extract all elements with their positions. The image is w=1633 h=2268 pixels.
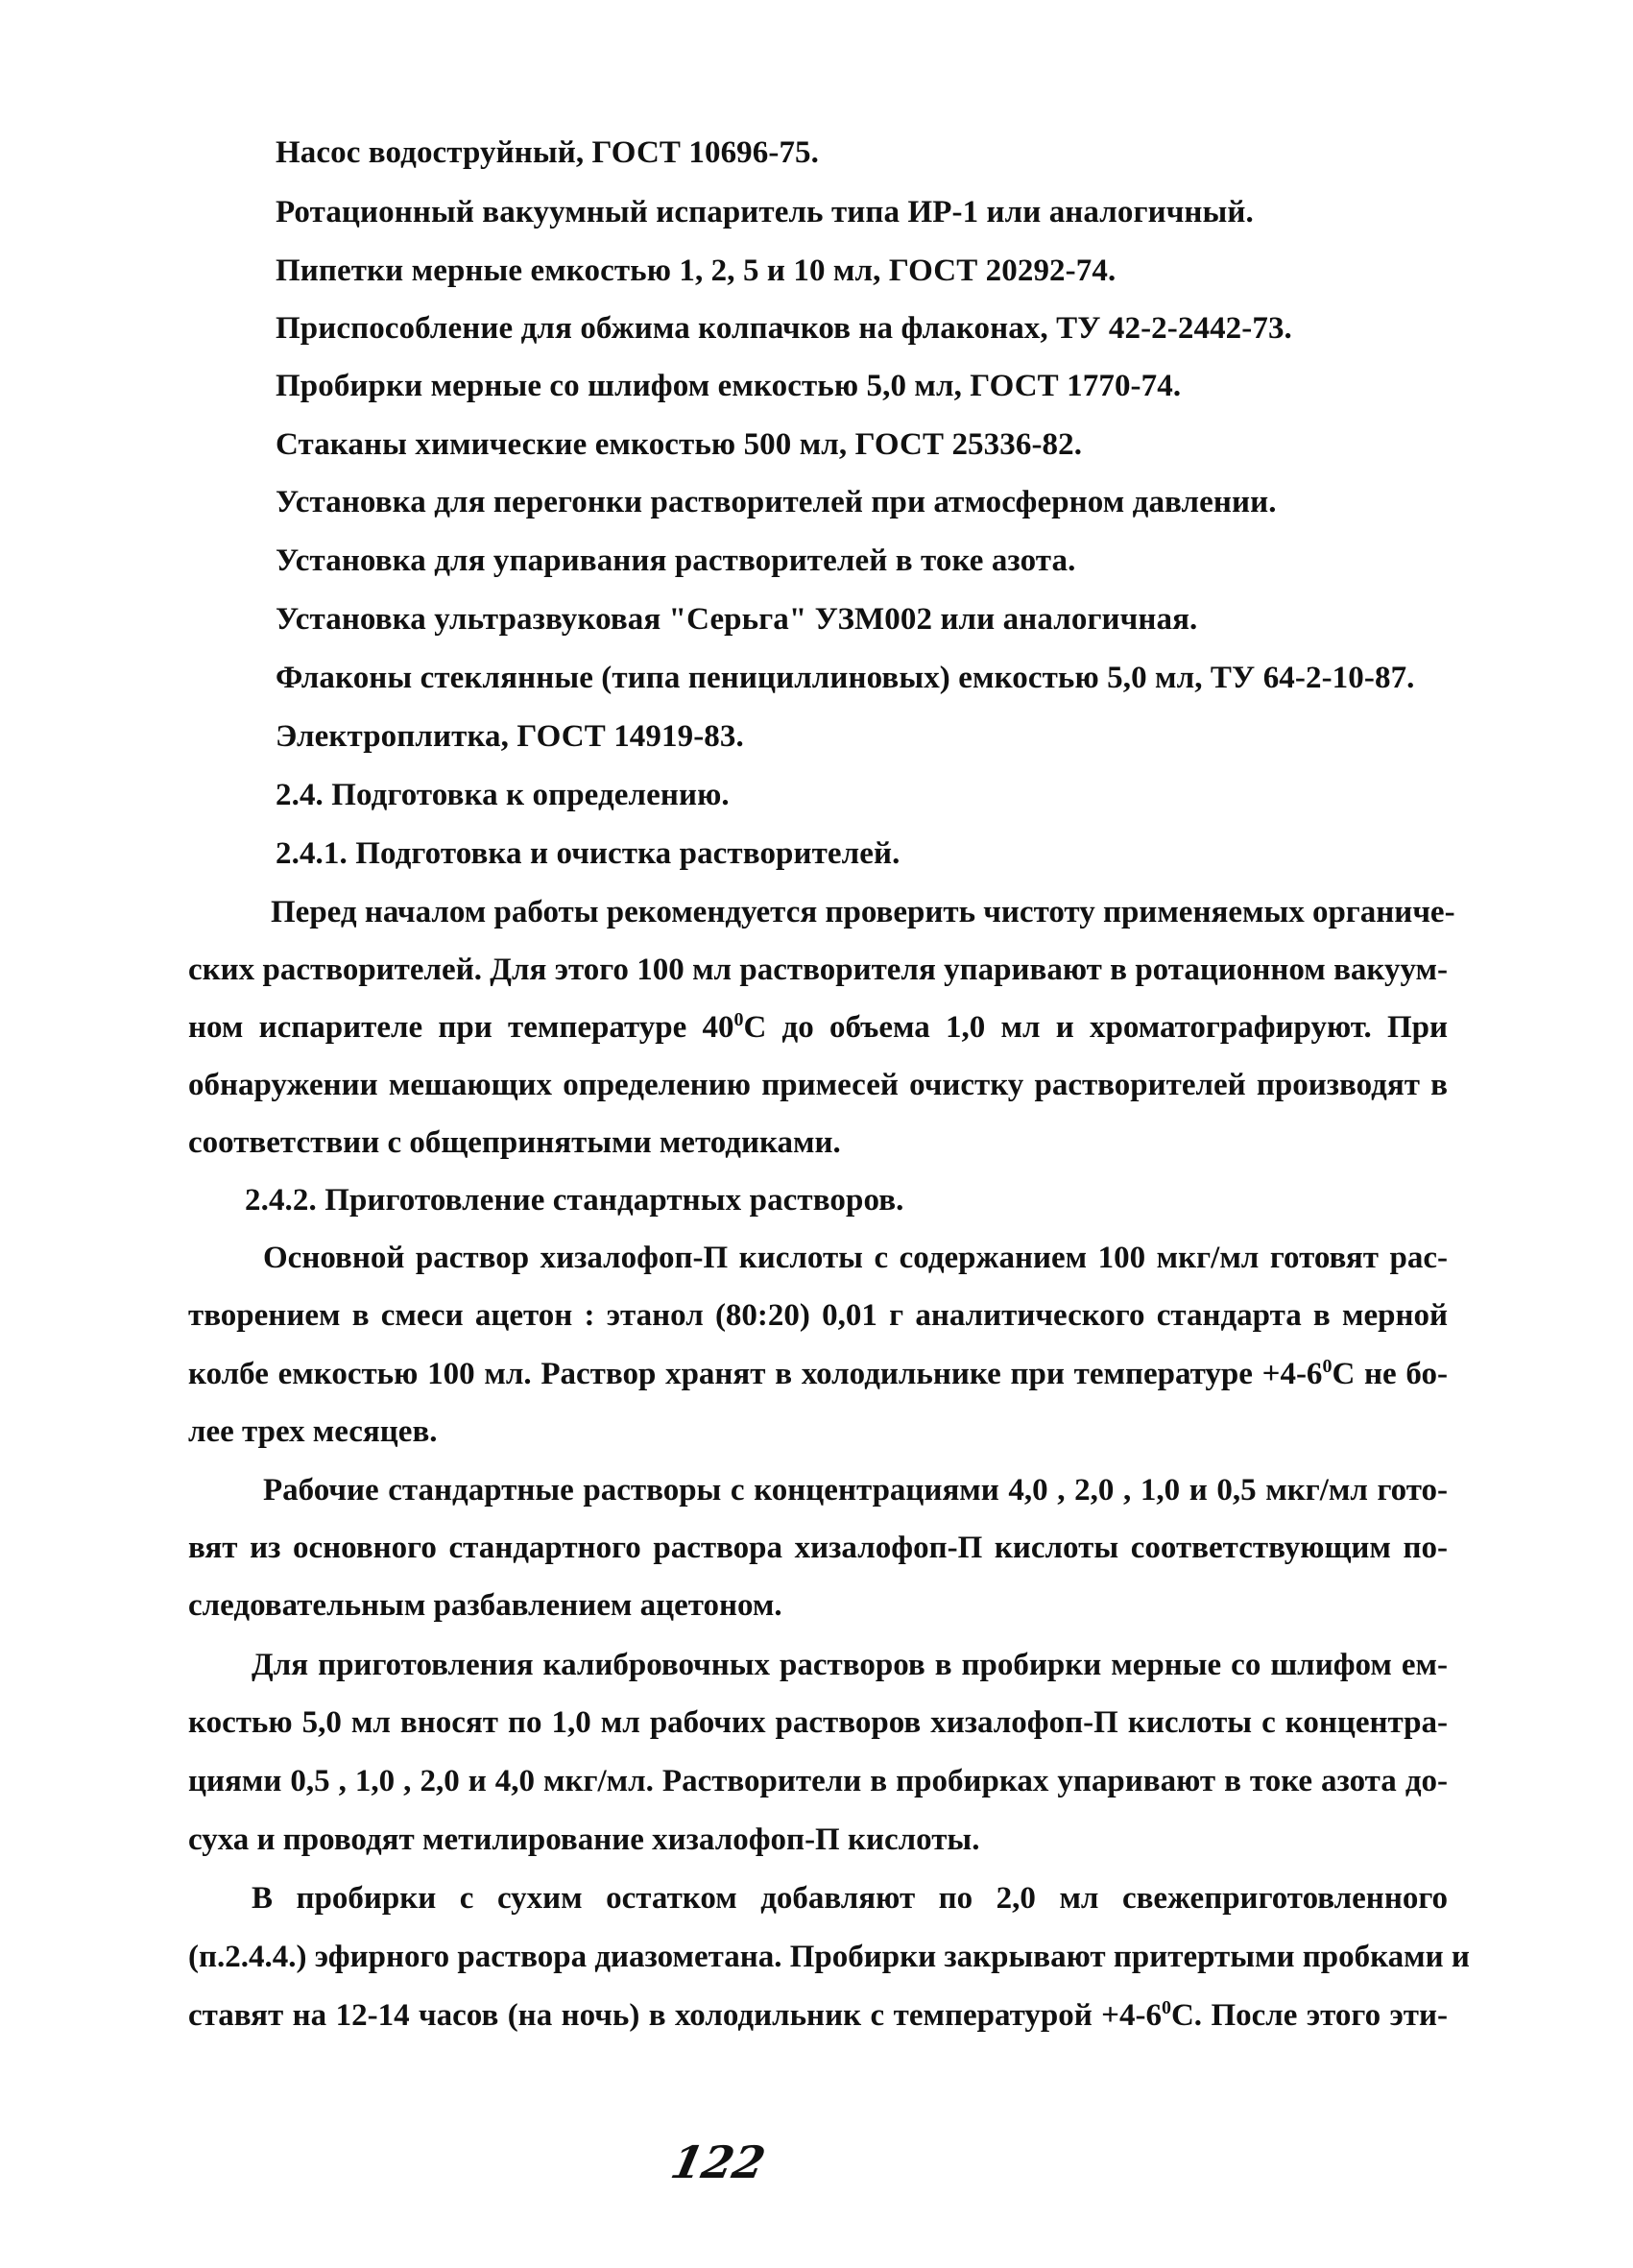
equipment-item-2: Ротационный вакуумный испаритель типа ИР-1 или аналогичный. — [276, 195, 1254, 229]
para5-line3-b: С. После этого эти- — [1170, 1998, 1448, 2033]
para1-line4: обнаружении мешающих определению примесей очистку растворителей производят в — [188, 1068, 1448, 1102]
para1-line3 — [188, 1008, 1448, 1047]
para3-line2: вят из основного стандартного раствора хизалофоп-П кислоты соответствующим по- — [188, 1531, 1448, 1565]
equipment-item-4: Приспособление для обжима колпачков на флаконах, ТУ 42-2-2442-73. — [276, 311, 1292, 346]
para5-line2: (п.2.4.4.) эфирного раствора диазометана. Пробирки закрывают притертыми пробками и — [188, 1940, 1470, 1974]
para5-line3 — [188, 1996, 1448, 2035]
section-heading-2-4-1: 2.4.1. Подготовка и очистка растворителей. — [276, 836, 901, 871]
para2-line1: Основной раствор хизалофоп-П кислоты с содержанием 100 мкг/мл готовят рас- — [263, 1241, 1448, 1275]
para2-line2: творением в смеси ацетон : этанол (80:20) 0,01 г аналитического стандарта в мерной — [188, 1298, 1448, 1333]
degree-superscript: 0 — [733, 1009, 744, 1030]
para4-line1: Для приготовления калибровочных растворов в пробирки мерные со шлифом ем- — [252, 1648, 1448, 1682]
para2-line3 — [188, 1355, 1448, 1393]
para1-line5: соответствии с общепринятыми методиками. — [188, 1125, 841, 1160]
equipment-item-5: Пробирки мерные со шлифом емкостью 5,0 мл, ГОСТ 1770-74. — [276, 369, 1182, 403]
para4-line4: суха и проводят метилирование хизалофоп-П кислоты. — [188, 1822, 980, 1857]
para3-line3: следовательным разбавлением ацетоном. — [188, 1588, 782, 1623]
page-number: 122 — [666, 2136, 770, 2188]
equipment-item-1: Насос водоструйный, ГОСТ 10696-75. — [276, 135, 820, 170]
equipment-item-6: Стаканы химические емкостью 500 мл, ГОСТ 25336-82. — [276, 427, 1083, 462]
para5-line3-a: ставят на 12-14 часов (на ночь) в холодильник с температурой +4-6 — [188, 1998, 1162, 2033]
para2-line3-a: колбе емкостью 100 мл. Раствор хранят в холодильнике при температуре +4-6 — [188, 1357, 1323, 1391]
equipment-item-7: Установка для перегонки растворителей при атмосферном давлении. — [276, 485, 1277, 519]
degree-superscript: 0 — [1161, 1997, 1171, 2018]
equipment-item-11: Электроплитка, ГОСТ 14919-83. — [276, 719, 744, 754]
equipment-item-9: Установка ультразвуковая "Серьга" УЗМ002 или аналогичная. — [276, 602, 1198, 637]
degree-superscript: 0 — [1322, 1356, 1333, 1377]
para4-line2: костью 5,0 мл вносят по 1,0 мл рабочих растворов хизалофоп-П кислоты с концентра- — [188, 1705, 1448, 1740]
para1-line3-b: С до объема 1,0 мл и хроматографируют. При — [743, 1010, 1448, 1045]
equipment-item-3: Пипетки мерные емкостью 1, 2, 5 и 10 мл, ГОСТ 20292-74. — [276, 253, 1117, 288]
para2-line3-b: С не бо- — [1332, 1357, 1448, 1391]
section-heading-2-4-2: 2.4.2. Приготовление стандартных растворов. — [245, 1183, 904, 1218]
equipment-item-8: Установка для упаривания растворителей в токе азота. — [276, 543, 1076, 578]
para4-line3: циями 0,5 , 1,0 , 2,0 и 4,0 мкг/мл. Растворители в пробирках упаривают в токе азота до- — [188, 1764, 1448, 1798]
para1-line2: ских растворителей. Для этого 100 мл растворителя упаривают в ротационном вакуум- — [188, 953, 1448, 987]
section-heading-2-4: 2.4. Подготовка к определению. — [276, 778, 730, 812]
para1-line1: Перед началом работы рекомендуется проверить чистоту применяемых органиче- — [271, 895, 1455, 929]
para2-line4: лее трех месяцев. — [188, 1414, 438, 1449]
para1-line3-a: ном испарителе при температуре 40 — [188, 1010, 734, 1045]
equipment-item-10: Флаконы стеклянные (типа пенициллиновых) емкостью 5,0 мл, ТУ 64-2-10-87. — [276, 661, 1415, 695]
para3-line1: Рабочие стандартные растворы с концентрациями 4,0 , 2,0 , 1,0 и 0,5 мкг/мл гото- — [263, 1473, 1448, 1508]
para5-line1: В пробирки с сухим остатком добавляют по 2,0 мл свежеприготовленного — [252, 1881, 1448, 1916]
